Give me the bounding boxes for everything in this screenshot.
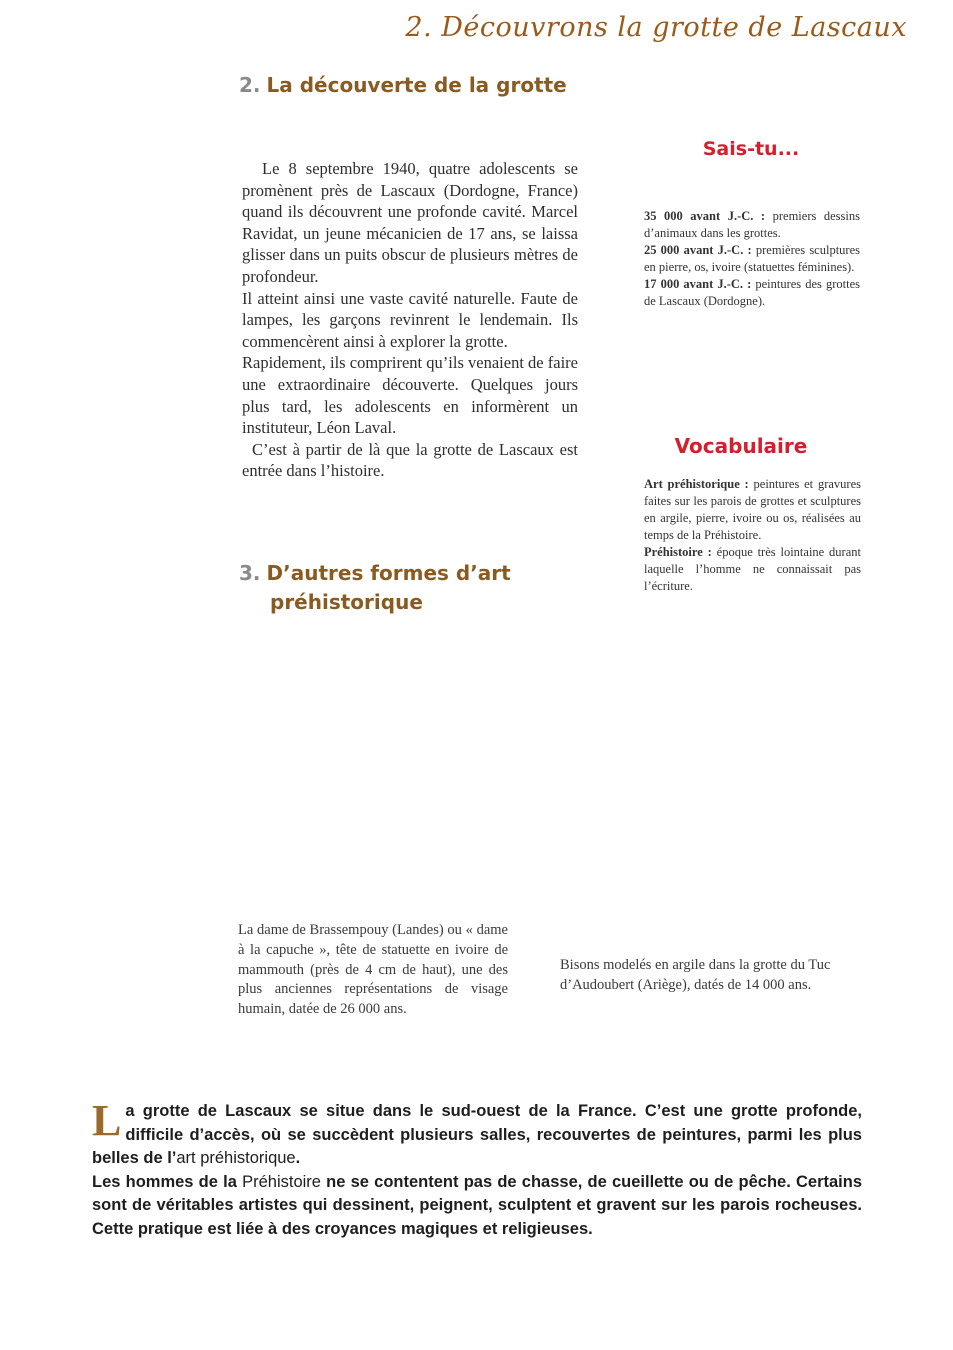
section-2-title: La découverte de la grotte <box>266 73 567 97</box>
page-header-title: 2. Découvrons la grotte de Lascaux <box>405 12 907 43</box>
timeline-date: 25 000 avant J.-C. : <box>644 243 752 257</box>
section-3-heading <box>239 559 559 617</box>
section-3-number: 3. <box>239 561 261 585</box>
section-3-title-line1: D’autres formes d’art <box>266 561 511 585</box>
body-paragraph: C’est à partir de là que la grotte de Lascaux est entrée dans l’histoire. <box>242 439 578 481</box>
closing-p1-term: art préhistorique <box>176 1149 296 1167</box>
body-paragraph: Rapidement, ils comprirent qu’ils venaient de faire une extraordinaire découverte. Quelques jours plus tard, les adolescents en informèrent un instituteur, Léon Laval. <box>242 353 578 438</box>
drop-cap: L <box>92 1096 122 1145</box>
timeline-entry <box>644 276 860 310</box>
vocab-entry <box>644 476 861 544</box>
section-2-heading <box>239 71 567 100</box>
timeline-entry <box>644 242 860 276</box>
closing-p2-rest: ne se contentent pas de chasse, de cueillette ou de pêche. Certains sont de véritables artistes qui dessinent, peignent, sculptent et gravent sur les parois rocheuses. Cette pratique est liée à des croyances magiques et religieuses. <box>92 1172 862 1238</box>
closing-paragraph-2 <box>92 1171 862 1242</box>
body-paragraph: Il atteint ainsi une vaste cavité naturelle. Faute de lampes, les garçons revinrent le lendemain. Ils commencèrent ainsi à explorer la grotte. <box>242 288 578 351</box>
caption-dame-brassempouy: La dame de Brassempouy (Landes) ou « dame à la capuche », tête de statuette en ivoire de mammouth (près de 4 cm de haut), une des plus anciennes représentations de visage humain, datée de 26 000 ans. <box>238 922 508 1018</box>
closing-p2-term: Préhistoire <box>242 1172 321 1191</box>
timeline-text: premières sculptures en pierre, os, ivoire (statuettes féminines). <box>644 243 861 274</box>
timeline-date: 17 000 avant J.-C. : <box>644 277 752 291</box>
closing-p2-start: Les hommes de la <box>92 1172 243 1191</box>
section-3-title-line2: préhistorique <box>270 590 423 614</box>
section-2-number: 2. <box>239 73 261 97</box>
section-2-body <box>242 158 578 482</box>
timeline-text: peintures des grottes de Lascaux (Dordogne). <box>644 277 860 308</box>
vocab-definition: époque très lointaine durant laquelle l’homme ne connaissait pas l’écriture. <box>644 545 861 593</box>
closing-text <box>92 1096 862 1241</box>
caption-bisons: Bisons modelés en argile dans la grotte du Tuc d’Audoubert (Ariège), datés de 14 000 ans. <box>560 957 831 993</box>
vocabulaire-title: Vocabulaire <box>674 434 808 458</box>
sais-tu-box <box>644 208 860 310</box>
timeline-entry <box>644 208 860 242</box>
vocab-term: Préhistoire : <box>644 545 712 559</box>
body-paragraph: Le 8 septembre 1940, quatre adolescents se promènent près de Lascaux (Dordogne, France) quand ils découvrent une profonde cavité. Marcel Ravidat, un jeune mécanicien de 17 ans, se laissa glisser dans un puits obscur de plusieurs mètres de profondeur. <box>242 159 578 286</box>
closing-paragraph-1 <box>92 1096 862 1171</box>
closing-p1-text: a grotte de Lascaux se situe dans le sud-ouest de la France. C’est une grotte profonde, difficile d’accès, où se succèdent plusieurs salles, recouvertes de peintures, parmi les plus belles de l’ <box>92 1102 862 1167</box>
timeline-date: 35 000 avant J.-C. : <box>644 209 766 223</box>
sais-tu-title: Sais-tu... <box>702 138 800 160</box>
vocab-entry <box>644 544 861 595</box>
vocab-term: Art préhistorique : <box>644 477 749 491</box>
vocab-definition: peintures et gravures faites sur les parois de grottes et sculptures en argile, pierre, ivoire ou os, réalisées au temps de la Préhistoire. <box>644 477 861 542</box>
timeline-text: premiers dessins d’animaux dans les grottes. <box>644 209 860 240</box>
vocabulaire-box <box>644 476 861 595</box>
closing-p1-end: . <box>295 1149 301 1167</box>
